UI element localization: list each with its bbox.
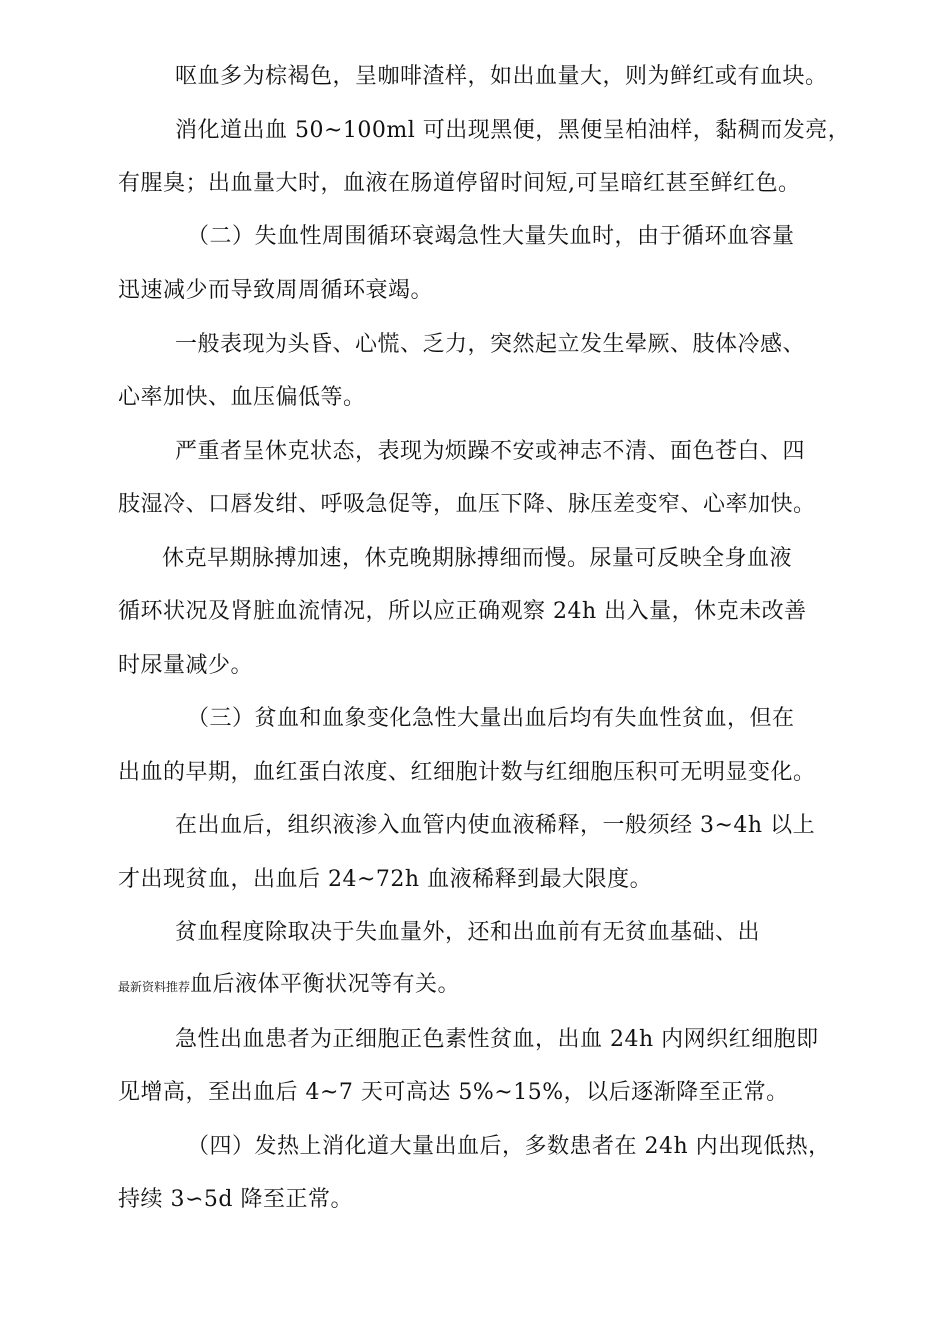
text-line: 有腥臭；出血量大时，血液在肠道停留时间短,可呈暗红甚至鲜红色。 <box>118 171 801 196</box>
text-line-with-note <box>118 970 460 1002</box>
text-line: 循环状况及肾脏血流情况，所以应正确观察 24h 出入量，休克未改善 <box>118 599 807 624</box>
text-line: 见增高，至出血后 4~7 天可高达 5%~15%，以后逐渐降至正常。 <box>118 1080 789 1105</box>
text-line: 急性出血患者为正细胞正色素性贫血，出血 24h 内网织红细胞即 <box>175 1027 819 1052</box>
text-line: 肢湿冷、口唇发绀、呼吸急促等，血压下降、脉压差变窄、心率加快。 <box>118 492 816 517</box>
text-line: 消化道出血 50~100ml 可出现黑便，黑便呈柏油样，黏稠而发亮， <box>175 118 851 143</box>
text-line: （三）贫血和血象变化急性大量出血后均有失血性贫血，但在 <box>187 706 795 731</box>
text-line: 持续 3∽5d 降至正常。 <box>118 1187 353 1212</box>
footer-note: 最新资料推荐 <box>118 980 191 994</box>
text-line: 血后液体平衡状况等有关。 <box>190 972 461 997</box>
text-line: 呕血多为棕褐色，呈咖啡渣样，如出血量大，则为鲜红或有血块。 <box>175 64 828 89</box>
text-line: 迅速减少而导致周周循环衰竭。 <box>118 278 434 303</box>
text-line: （四）发热上消化道大量出血后，多数患者在 24h 内出现低热， <box>187 1134 831 1159</box>
text-line: 在出血后，组织液渗入血管内使血液稀释，一般须经 3~4h 以上 <box>175 813 816 838</box>
text-line: 休克早期脉搏加速，休克晚期脉搏细而慢。尿量可反映全身血液 <box>162 546 793 571</box>
text-line: 贫血程度除取决于失血量外，还和出血前有无贫血基础、出 <box>175 920 761 945</box>
text-line: 一般表现为头昏、心慌、乏力，突然起立发生晕厥、肢体冷感、 <box>175 332 806 357</box>
text-line: 心率加快、血压偏低等。 <box>118 385 366 410</box>
text-line: （二）失血性周围循环衰竭急性大量失血时，由于循环血容量 <box>187 224 795 249</box>
text-line: 才出现贫血，出血后 24~72h 血液稀释到最大限度。 <box>118 867 653 892</box>
text-line: 出血的早期，血红蛋白浓度、红细胞计数与红细胞压积可无明显变化。 <box>118 760 816 785</box>
text-line: 时尿量减少。 <box>118 653 254 678</box>
text-line: 严重者呈休克状态，表现为烦躁不安或神志不清、面色苍白、四 <box>175 439 806 464</box>
